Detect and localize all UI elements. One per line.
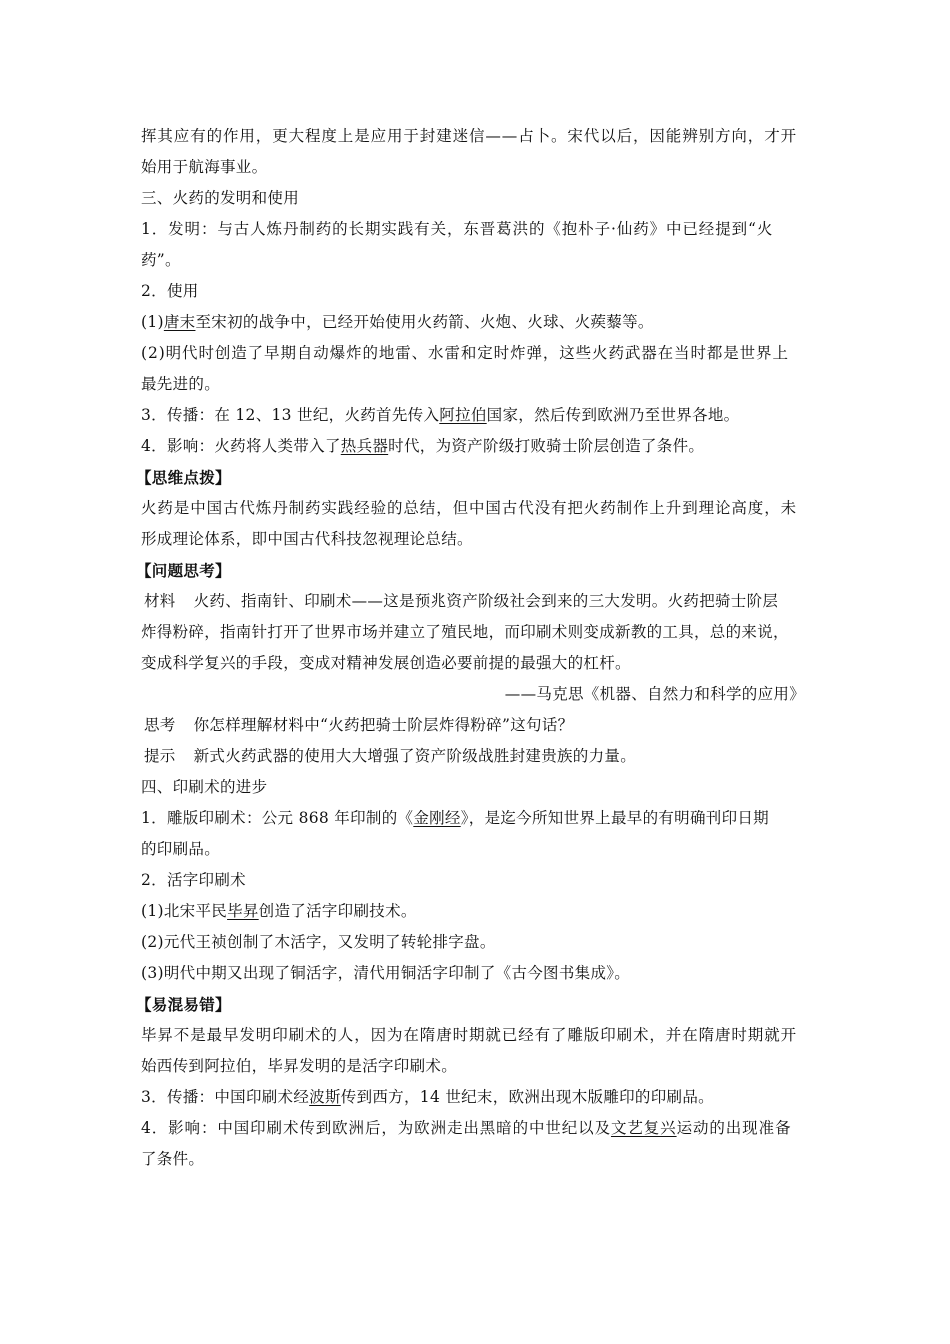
gunpowder-usage-item-1 — [141, 307, 809, 338]
think-text: 你怎样理解材料中“火药把骑士阶层炸得粉碎”这句话？ — [193, 716, 574, 734]
hint-label: 提示 — [144, 747, 176, 765]
material-line-1 — [141, 586, 809, 617]
movable-type-title: 2．活字印刷术 — [141, 871, 246, 889]
confusion-line-2: 始西传到阿拉伯，毕昇发明的是活字印刷术。 — [141, 1057, 458, 1075]
printing-spread-prefix: 3．传播：中国印刷术经 — [141, 1088, 310, 1106]
section-3-heading: 三、火药的发明和使用 — [141, 189, 300, 207]
think-label: 思考 — [144, 716, 176, 734]
underlined-term-tang-end: 唐末 — [163, 313, 196, 331]
question-label: 【问题思考】 — [136, 561, 231, 580]
gunpowder-impact — [141, 431, 809, 462]
material-line-2: 炸得粉碎，指南针打开了世界市场并建立了殖民地，而印刷术则变成新教的工具，总的来说， — [141, 623, 789, 641]
printing-impact-line-2: 了条件。 — [141, 1150, 205, 1168]
gunpowder-spread — [141, 400, 809, 431]
movable-1-prefix: (1)北宋平民 — [141, 902, 228, 920]
woodblock-prefix: 1．雕版印刷术：公元 868 年印制的《 — [141, 809, 414, 827]
material-label: 材料 — [144, 592, 176, 610]
usage-1-prefix: (1) — [141, 313, 164, 331]
impact-text: 时代，为资产阶级打败骑士阶层创造了条件。 — [388, 437, 705, 455]
gunpowder-invention-line-2: 药”。 — [141, 251, 181, 269]
printing-impact-prefix: 4．影响：中国印刷术传到欧洲后，为欧洲走出黑暗的中世纪以及 — [141, 1119, 611, 1137]
underlined-term-renaissance: 文艺复兴 — [610, 1119, 677, 1137]
printing-spread-text: 传到西方，14 世纪末，欧洲出现木版雕印的印刷品。 — [340, 1088, 714, 1106]
confusion-label: 【易混易错】 — [136, 995, 231, 1014]
printing-impact-text: 运动的出现准备 — [676, 1119, 792, 1137]
woodblock-printing-line-1 — [141, 803, 809, 834]
confusion-line-1: 毕昇不是最早发明印刷术的人，因为在隋唐时期就已经有了雕版印刷术，并在隋唐时期就开 — [141, 1026, 798, 1044]
thinking-tip-line-1: 火药是中国古代炼丹制药实践经验的总结，但中国古代没有把火药制作上升到理论高度，未 — [141, 499, 798, 517]
impact-prefix: 4．影响：火药将人类带入了 — [141, 437, 341, 455]
compass-paragraph-line-2: 始用于航海事业。 — [141, 158, 268, 176]
underlined-term-bi-sheng: 毕昇 — [227, 902, 259, 920]
compass-paragraph-line-1: 挥其应有的作用，更大程度上是应用于封建迷信——占卜。宋代以后，因能辨别方向，才开 — [141, 127, 798, 145]
material-text-1: 火药、指南针、印刷术——这是预兆资产阶级社会到来的三大发明。火药把骑士阶层 — [193, 592, 779, 610]
underlined-term-persia: 波斯 — [309, 1088, 341, 1106]
gunpowder-usage-title: 2．使用 — [141, 282, 199, 300]
printing-spread — [141, 1082, 809, 1113]
underlined-term-arabia: 阿拉伯 — [439, 406, 487, 424]
document-page — [136, 121, 809, 1175]
underlined-term-firearms: 热兵器 — [340, 437, 389, 455]
movable-type-item-2: (2)元代王祯创制了木活字，又发明了转轮排字盘。 — [141, 933, 496, 951]
printing-impact-line-1 — [141, 1113, 809, 1144]
section-4-heading: 四、印刷术的进步 — [141, 778, 268, 796]
woodblock-text: 》，是迄今所知世界上最早的有明确刊印日期 — [460, 809, 769, 827]
hint-line — [141, 741, 809, 772]
think-line — [141, 710, 809, 741]
movable-type-item-3: (3)明代中期又出现了铜活字，清代用铜活字印制了《古今图书集成》。 — [141, 964, 631, 982]
woodblock-printing-line-2: 的印刷品。 — [141, 840, 221, 858]
material-source: ——马克思《机器、自然力和科学的应用》 — [504, 685, 805, 703]
spread-text: 国家，然后传到欧洲乃至世界各地。 — [486, 406, 740, 424]
spread-prefix: 3．传播：在 12、13 世纪，火药首先传入 — [141, 406, 440, 424]
movable-1-text: 创造了活字印刷技术。 — [258, 902, 417, 920]
underlined-term-diamond-sutra: 金刚经 — [413, 809, 461, 827]
gunpowder-usage-item-2-line-1: (2)明代时创造了早期自动爆炸的地雷、水雷和定时炸弹，这些火药武器在当时都是世界上 — [141, 344, 789, 362]
gunpowder-invention-line-1: 1．发明：与古人炼丹制药的长期实践有关，东晋葛洪的《抱朴子·仙药》中已经提到“火 — [141, 220, 774, 238]
movable-type-item-1 — [141, 896, 809, 927]
gunpowder-usage-item-2-line-2: 最先进的。 — [141, 375, 221, 393]
thinking-tip-line-2: 形成理论体系，即中国古代科技忽视理论总结。 — [141, 530, 473, 548]
material-line-3: 变成科学复兴的手段，变成对精神发展创造必要前提的最强大的杠杆。 — [141, 654, 631, 672]
usage-1-text: 至宋初的战争中，已经开始使用火药箭、火炮、火球、火蒺藜等。 — [195, 313, 654, 331]
thinking-tip-label: 【思维点拨】 — [136, 468, 231, 487]
hint-text: 新式火药武器的使用大大增强了资产阶级战胜封建贵族的力量。 — [193, 747, 637, 765]
